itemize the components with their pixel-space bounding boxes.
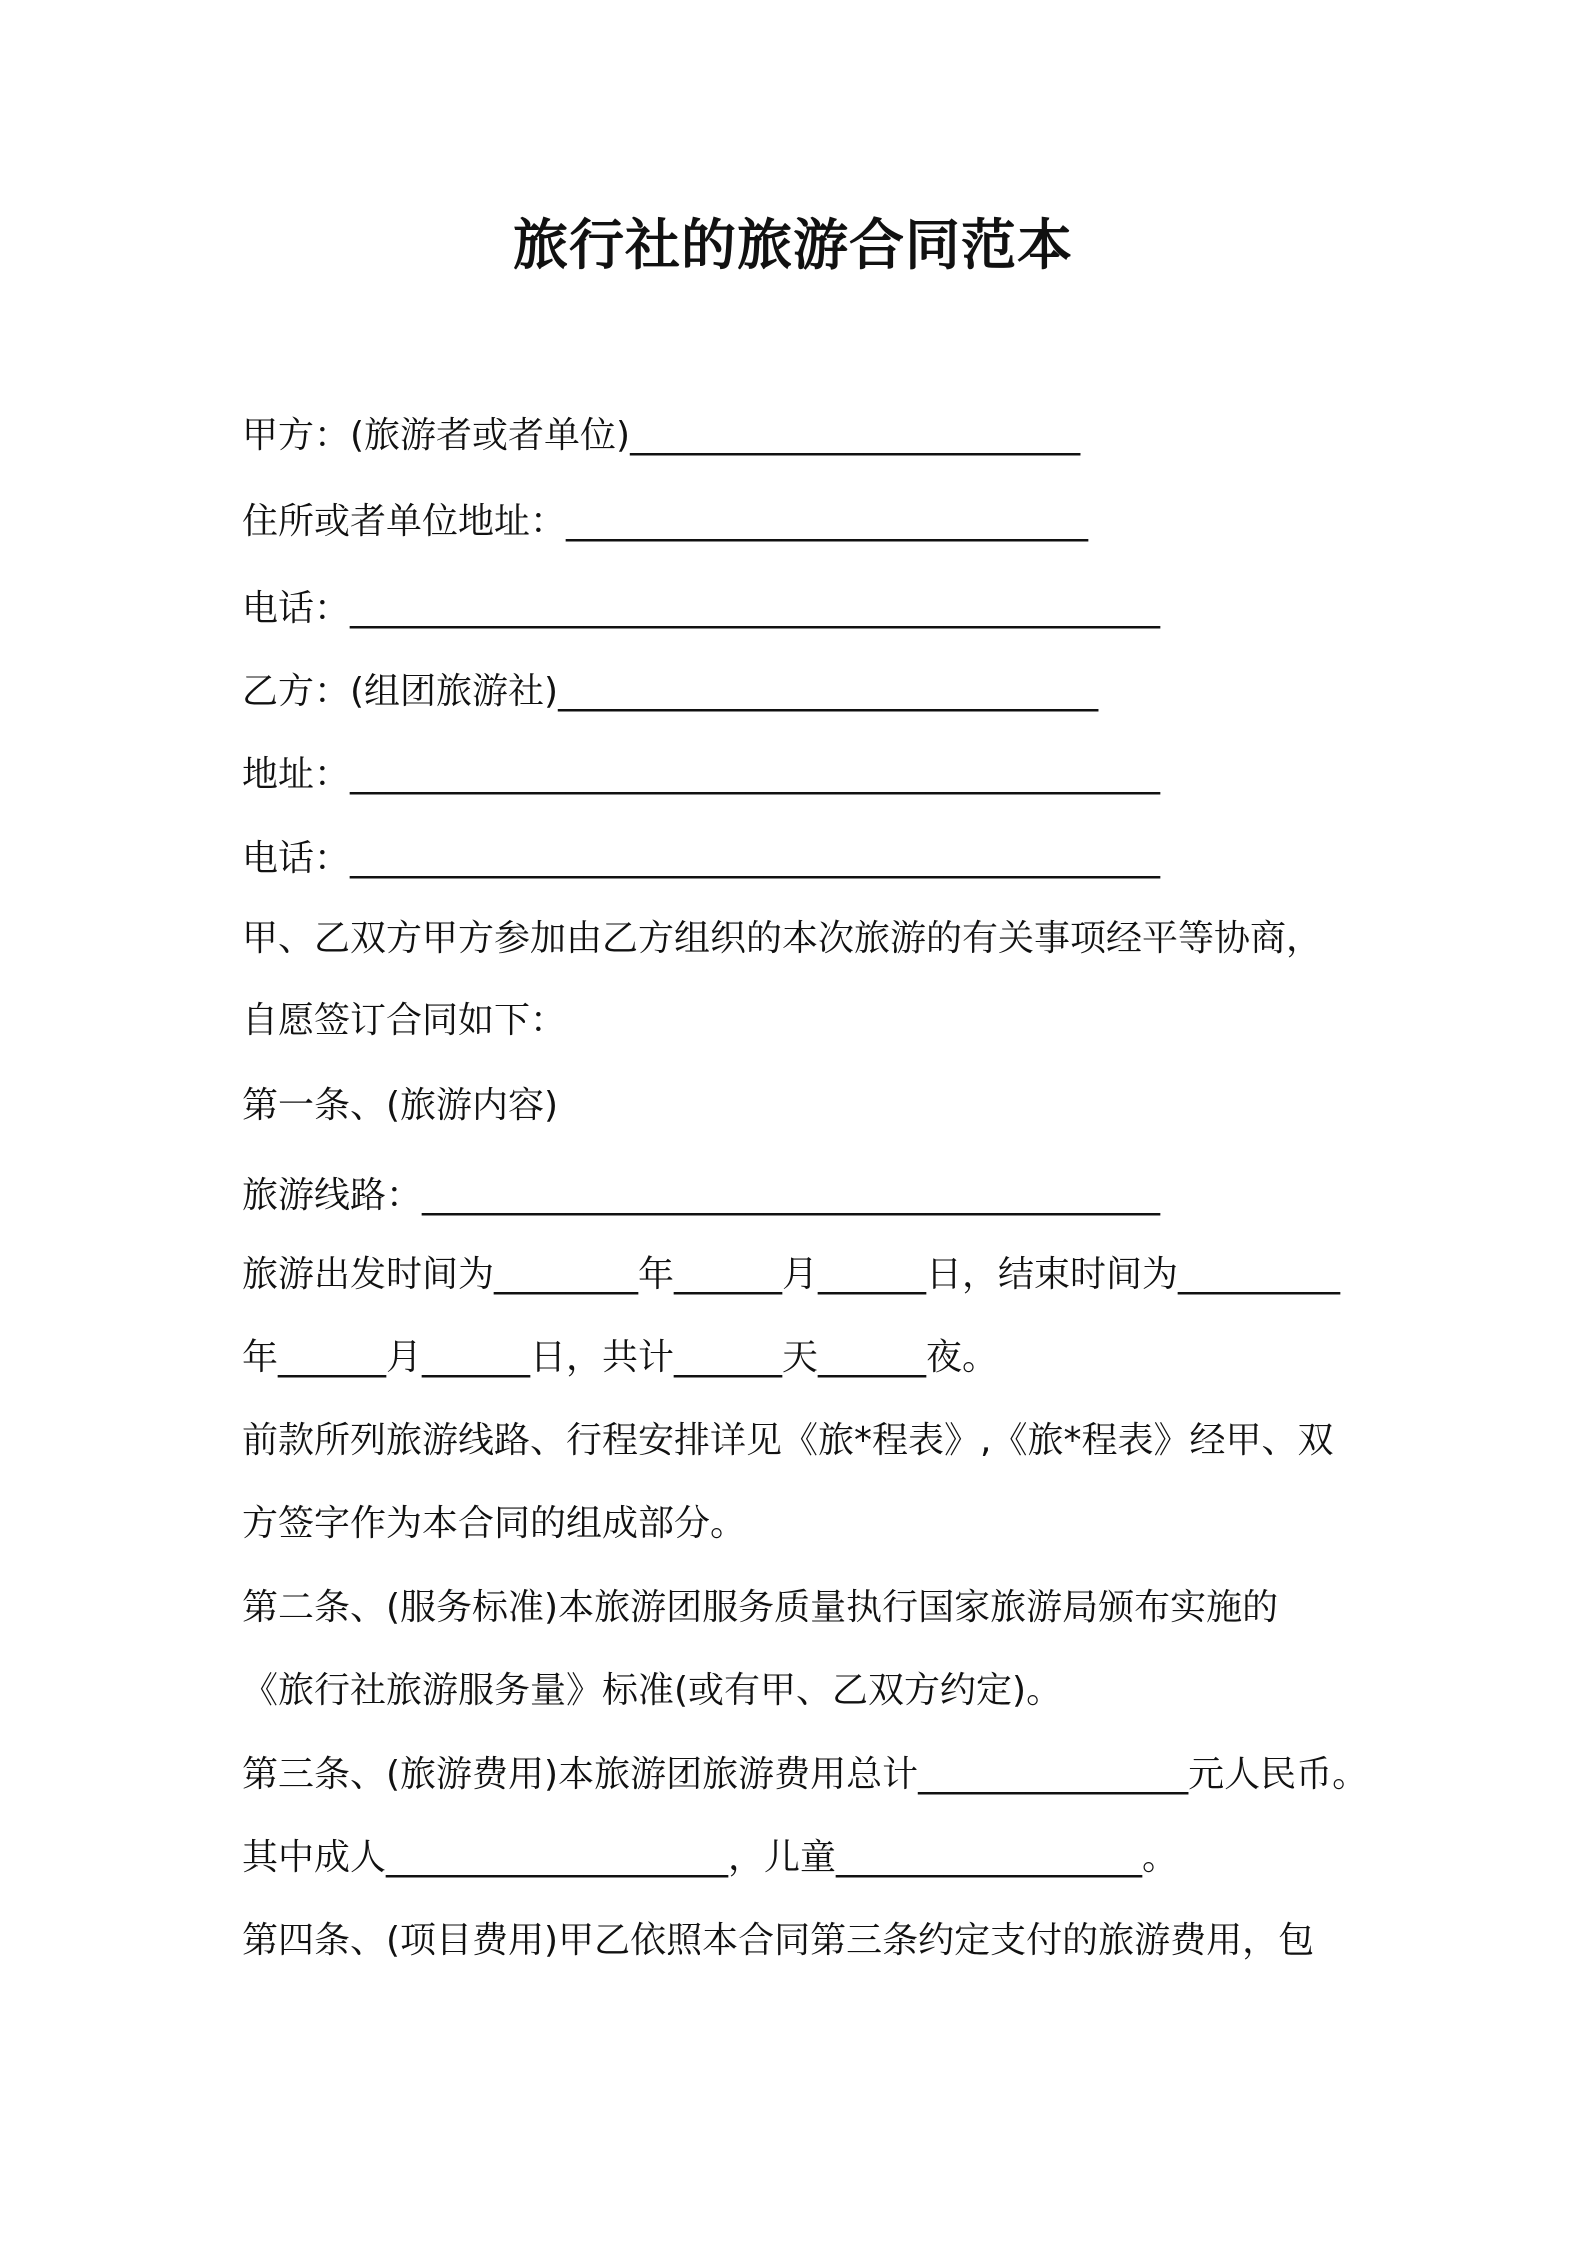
return-time-line: 年______月______日，共计______天______夜。 xyxy=(242,1337,999,1378)
route-line: 旅游线路：_________________________________________ xyxy=(242,1175,1161,1216)
party-a-address-line: 住所或者单位地址：_____________________________ xyxy=(242,501,1089,542)
party-a-line: 甲方：(旅游者或者单位)_________________________ xyxy=(242,415,1081,456)
document-title: 旅行社的旅游合同范本 xyxy=(512,213,1073,277)
itinerary-line-1: 前款所列旅游线路、行程安排详见《旅*程表》,《旅*程表》经甲、双 xyxy=(242,1420,1334,1461)
departure-time-line: 旅游出发时间为________年______月______日，结束时间为_________ xyxy=(242,1254,1341,1295)
party-b-line: 乙方：(组团旅游社)______________________________ xyxy=(242,671,1099,712)
article-4-line-1: 第四条、(项目费用)甲乙依照本合同第三条约定支付的旅游费用，包 xyxy=(242,1920,1315,1961)
party-b-address-line: 地址：_____________________________________________ xyxy=(242,754,1161,795)
article-1-heading: 第一条、(旅游内容) xyxy=(242,1085,559,1126)
article-2-line-2: 《旅行社旅游服务量》标准(或有甲、乙双方约定)。 xyxy=(242,1670,1063,1711)
party-b-phone-line: 电话：_____________________________________________ xyxy=(242,838,1161,879)
article-2-line-1: 第二条、(服务标准)本旅游团服务质量执行国家旅游局颁布实施的 xyxy=(242,1587,1279,1628)
preamble-line-1: 甲、乙双方甲方参加由乙方组织的本次旅游的有关事项经平等协商， xyxy=(242,918,1323,959)
article-3-line-1: 第三条、(旅游费用)本旅游团旅游费用总计_______________元人民币。 xyxy=(242,1754,1369,1795)
article-3-line-2: 其中成人___________________，儿童_________________。 xyxy=(242,1837,1179,1878)
itinerary-line-2: 方签字作为本合同的组成部分。 xyxy=(242,1503,747,1544)
preamble-line-2: 自愿签订合同如下： xyxy=(242,1000,567,1041)
party-a-phone-line: 电话：_____________________________________________ xyxy=(242,588,1161,629)
